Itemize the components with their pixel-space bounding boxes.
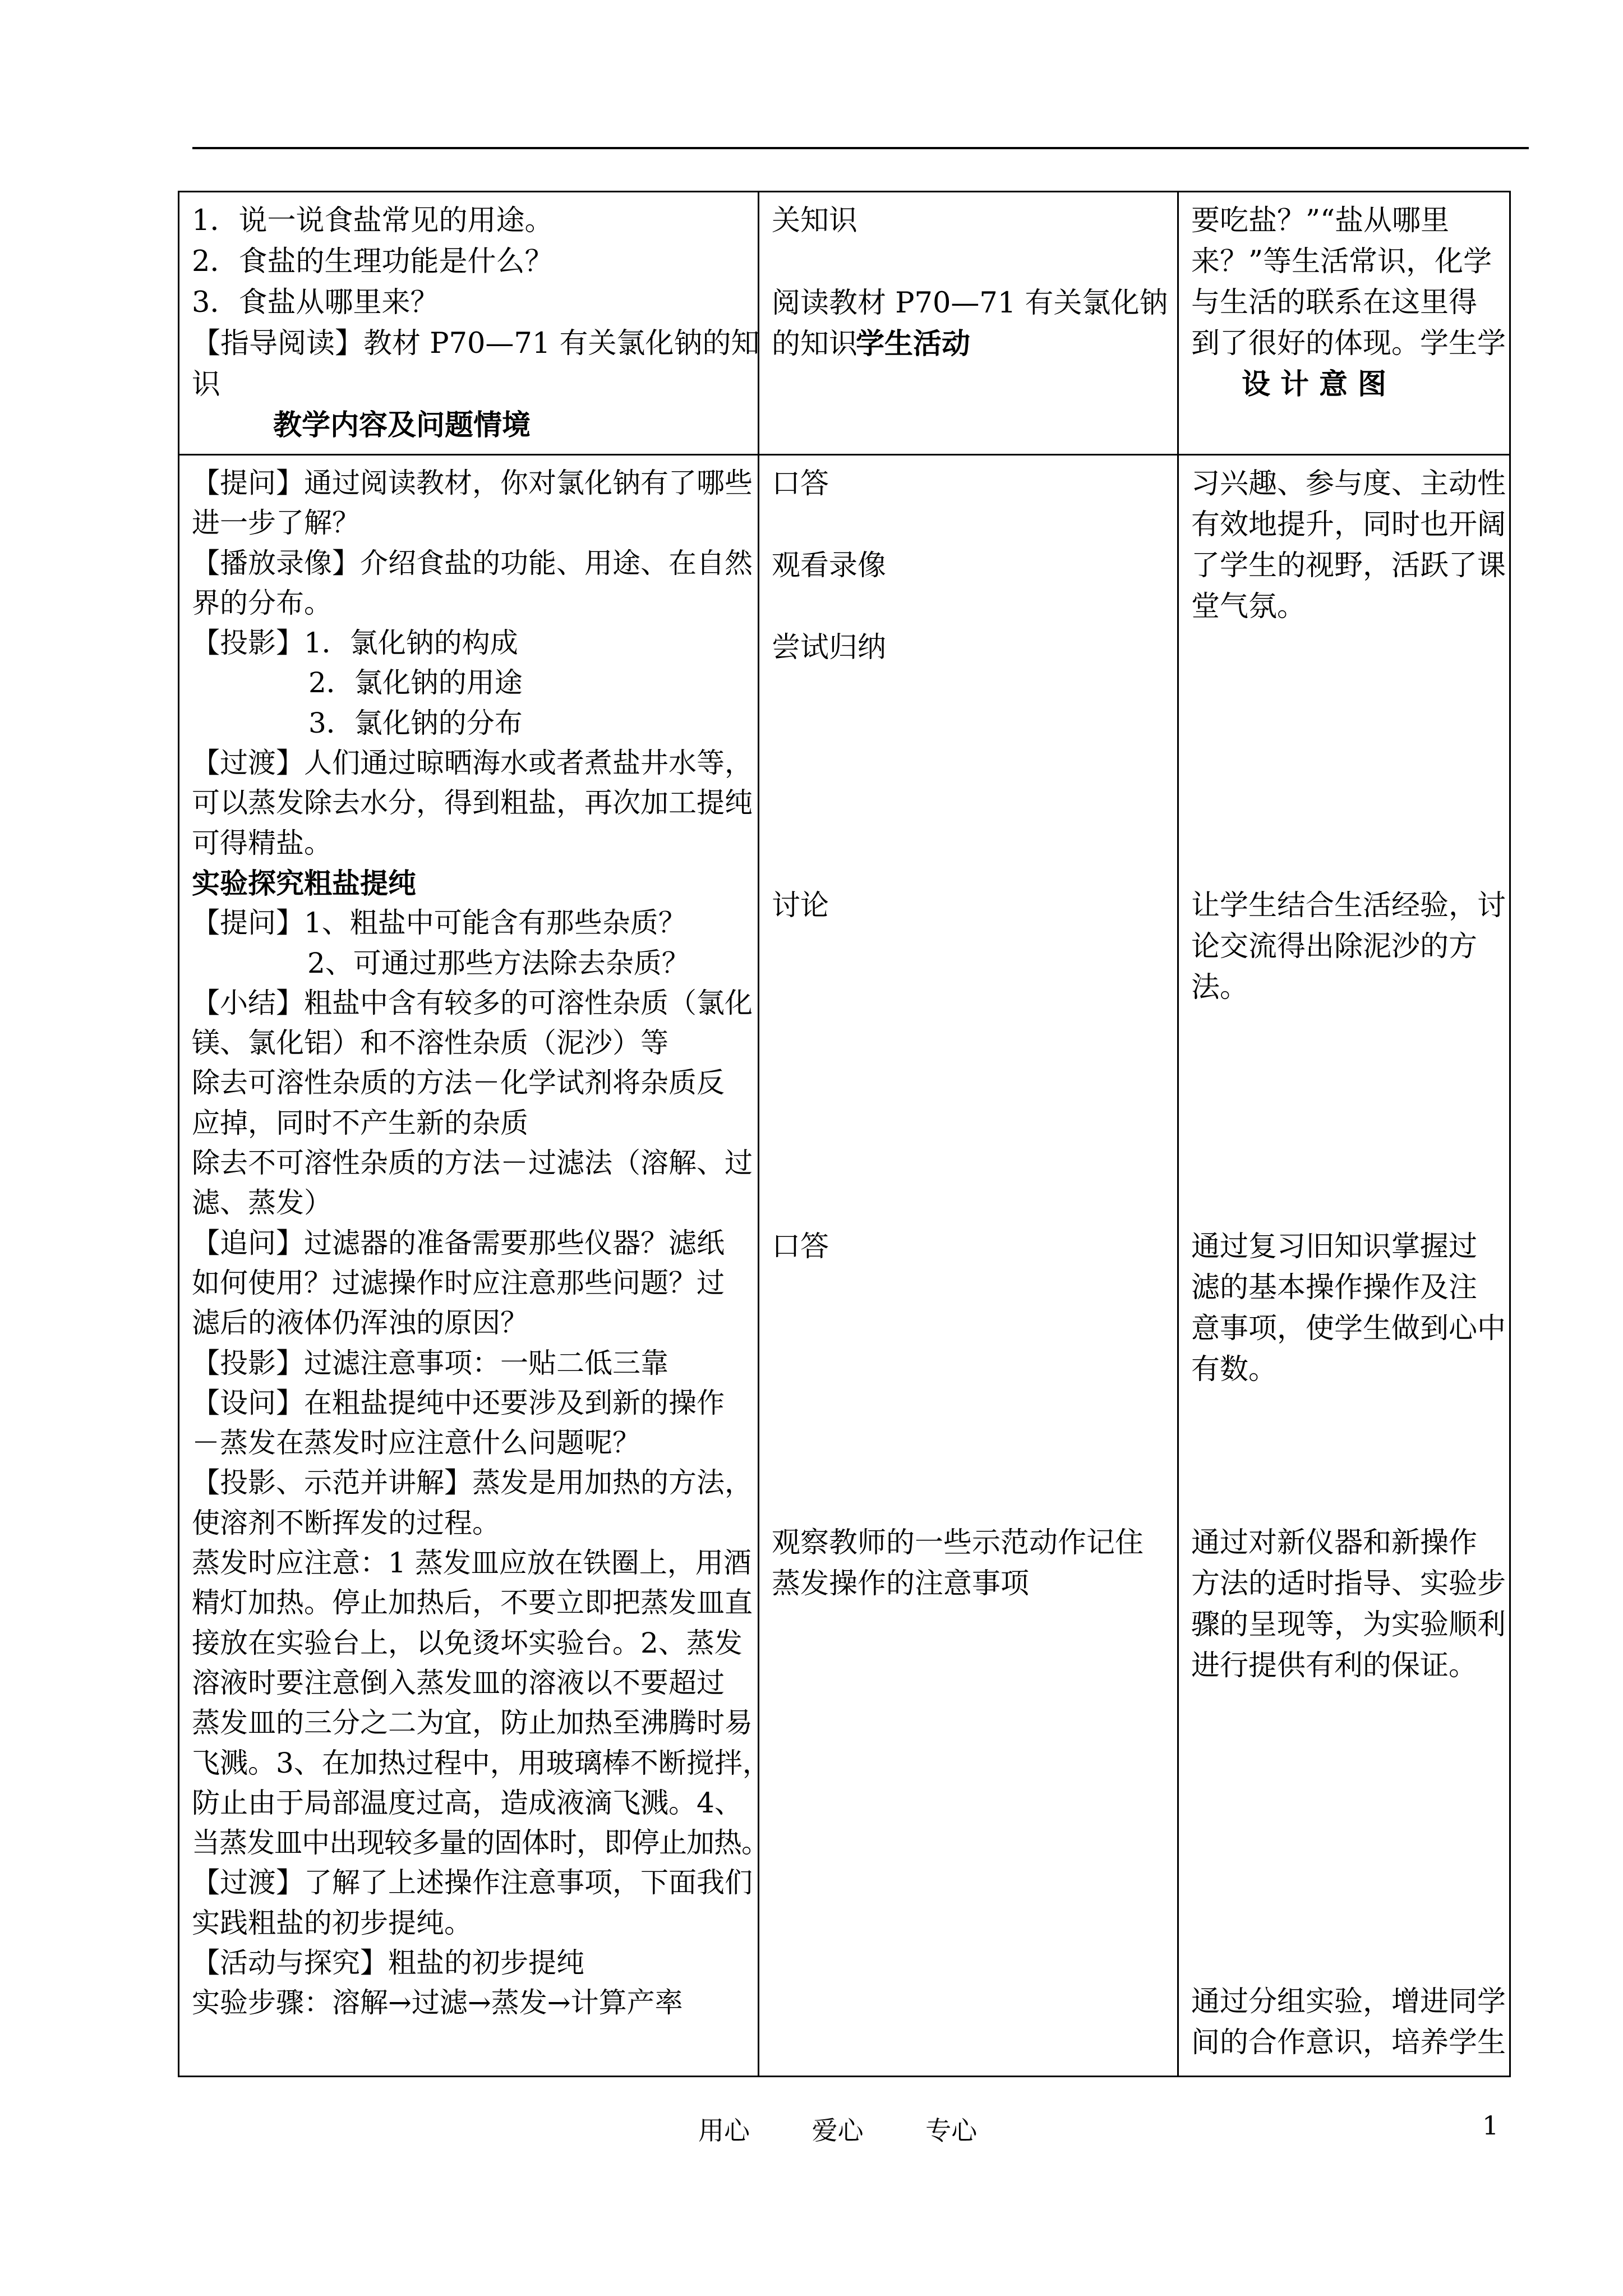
footer-item: 用心 <box>698 2115 750 2146</box>
page-number: 1 <box>1482 2110 1499 2141</box>
text-line: 习兴趣、参与度、主动性 <box>1191 467 1506 500</box>
text-line: 除去可溶性杂质的方法－化学试剂将杂质反 <box>192 1066 725 1099</box>
text-line: 如何使用？过滤操作时应注意那些问题？过 <box>192 1266 725 1299</box>
text-line: －蒸发在蒸发时应注意什么问题呢？ <box>192 1427 640 1460</box>
text-line: 接放在实验台上，以免烫坏实验台。2、蒸发 <box>192 1626 743 1659</box>
text-line: 【提问】通过阅读教材，你对氯化钠有了哪些 <box>192 467 753 499</box>
text-line: 【小结】粗盐中含有较多的可溶性杂质（氯化 <box>192 986 753 1019</box>
text-line: 间的合作意识，培养学生 <box>1191 2026 1506 2059</box>
footer-item: 爱心 <box>811 2115 864 2146</box>
text-line: 【投影、示范并讲解】蒸发是用加热的方法， <box>192 1466 753 1499</box>
text-line: 通过复习旧知识掌握过 <box>1191 1230 1478 1263</box>
text-line: 意事项，使学生做到心中 <box>1191 1312 1506 1345</box>
text-line: 2．氯化钠的用途 <box>308 666 523 700</box>
activity-text: 口答 <box>772 467 829 500</box>
text-line: 了学生的视野，活跃了课 <box>1191 549 1506 582</box>
text-line: 当蒸发皿中出现较多量的固体时，即停止加热。 <box>192 1826 769 1860</box>
header-rule <box>192 147 1529 149</box>
text-line: 进一步了解？ <box>192 507 360 540</box>
cell-design <box>1178 192 1510 455</box>
section-heading: 实验探究粗盐提纯 <box>192 866 416 900</box>
footer-item: 专心 <box>925 2115 978 2146</box>
text-line: 【投影】过滤注意事项：一贴二低三靠 <box>192 1346 668 1379</box>
text-line: 堂气氛。 <box>1191 590 1306 623</box>
text-line: 3．食盐从哪里来？ <box>192 286 439 319</box>
text-line: 溶液时要注意倒入蒸发皿的溶液以不要超过 <box>192 1666 725 1699</box>
text-line: 应掉，同时不产生新的杂质 <box>192 1106 528 1139</box>
text-line: 【活动与探究】粗盐的初步提纯 <box>192 1946 584 1979</box>
column-header-activity: 学生活动 <box>856 327 971 361</box>
text-line: 2、可通过那些方法除去杂质？ <box>307 946 690 979</box>
text-line: 【提问】1、粗盐中可能含有那些杂质？ <box>192 907 686 940</box>
table-row <box>179 192 1510 455</box>
column-header-content: 教学内容及问题情境 <box>273 408 531 442</box>
text-line: 【过渡】了解了上述操作注意事项，下面我们 <box>192 1866 753 1899</box>
text-line: 通过对新仪器和新操作 <box>1191 1526 1478 1559</box>
design-note <box>1191 1522 1506 1686</box>
text-line: 镁、氯化铝）和不溶性杂质（泥沙）等 <box>192 1027 668 1060</box>
activity-text: 口答 <box>772 1230 829 1263</box>
cell-activity <box>759 192 1178 455</box>
text-line: 通过分组实验，增进同学 <box>1191 1985 1506 2018</box>
cell-design <box>1178 455 1510 2077</box>
text-line: 【指导阅读】教材 P70—71 有关氯化钠的知 <box>192 327 760 360</box>
text-line: 让学生结合生活经验，讨 <box>1191 889 1506 922</box>
text-line: 识 <box>192 368 221 401</box>
text-line: 来？”等生活常识，化学 <box>1191 245 1492 278</box>
text-line: 2．食盐的生理功能是什么？ <box>192 245 554 278</box>
design-note <box>1191 885 1506 1008</box>
text-line: 界的分布。 <box>192 586 332 619</box>
activity-text: 讨论 <box>772 889 829 922</box>
text-line: 飞溅。3、在加热过程中，用玻璃棒不断搅拌， <box>192 1746 771 1779</box>
text-line: 3．氯化钠的分布 <box>308 706 523 739</box>
text-line: 进行提供有利的保证。 <box>1191 1649 1478 1682</box>
design-note <box>1191 463 1506 627</box>
text-line: 【追问】过滤器的准备需要那些仪器？滤纸 <box>192 1226 725 1259</box>
text-line: 可得精盐。 <box>192 826 332 859</box>
text-line: 有数。 <box>1191 1353 1278 1386</box>
cell-content <box>179 192 759 455</box>
text-line: 实践粗盐的初步提纯。 <box>192 1906 472 1939</box>
text-line: 除去不可溶性杂质的方法－过滤法（溶解、过 <box>192 1147 753 1180</box>
text-line: 蒸发皿的三分之二为宜，防止加热至沸腾时易 <box>192 1706 753 1740</box>
lesson-plan-table <box>178 191 1511 2077</box>
text-line: 要吃盐？”“盐从哪里 <box>1191 204 1450 237</box>
text-line: 阅读教材 P70—71 有关氯化钠 <box>772 287 1168 320</box>
text-line: 滤、蒸发） <box>192 1186 332 1220</box>
design-note <box>1191 1981 1506 2063</box>
text-line: 【过渡】人们通过晾晒海水或者煮盐井水等， <box>192 747 753 780</box>
text-line: 【设问】在粗盐提纯中还要涉及到新的操作 <box>192 1386 725 1419</box>
activity-text: 观察教师的一些示范动作记住 <box>772 1526 1144 1559</box>
text-line: 与生活的联系在这里得 <box>1191 286 1478 319</box>
table-row <box>179 455 1510 2077</box>
text-line: 精灯加热。停止加热后，不要立即把蒸发皿直 <box>192 1586 753 1619</box>
activity-text: 蒸发操作的注意事项 <box>772 1567 1030 1600</box>
text-line: 论交流得出除泥沙的方 <box>1191 930 1478 963</box>
text-line: 可以蒸发除去水分，得到粗盐，再次加工提纯 <box>192 786 753 820</box>
text-line: 有效地提升，同时也开阔 <box>1191 508 1506 541</box>
cell-content <box>179 455 771 2077</box>
text-line: 1．说一说食盐常见的用途。 <box>192 204 554 237</box>
footer-motto <box>698 2110 1031 2147</box>
text-line: 实验步骤：溶解→过滤→蒸发→计算产率 <box>192 1986 683 2019</box>
text-line: 蒸发时应注意：1 蒸发皿应放在铁圈上，用酒 <box>192 1547 751 1580</box>
text-line: 滤的基本操作操作及注 <box>1191 1271 1478 1304</box>
activity-text: 观看录像 <box>772 549 887 582</box>
activity-text: 尝试归纳 <box>772 631 887 664</box>
text-line: 法。 <box>1191 971 1249 1004</box>
text-line: 骤的呈现等，为实验顺利 <box>1191 1608 1506 1641</box>
design-note <box>1191 1226 1506 1390</box>
text-line: 防止由于局部温度过高，造成液滴飞溅。4、 <box>192 1786 743 1819</box>
text-line: 使溶剂不断挥发的过程。 <box>192 1506 500 1539</box>
text-line: 滤后的液体仍浑浊的原因？ <box>192 1306 528 1340</box>
text-line: 关知识 <box>772 204 858 237</box>
text-line: 【投影】1．氯化钠的构成 <box>192 627 518 660</box>
cell-activity <box>759 455 1178 2077</box>
text-line: 方法的适时指导、实验步 <box>1191 1567 1506 1600</box>
text-line: 的知识 <box>772 328 858 361</box>
text-line: 【播放录像】介绍食盐的功能、用途、在自然 <box>192 546 753 579</box>
column-header-design: 设计意图 <box>1242 367 1397 401</box>
text-line: 到了很好的体现。学生学 <box>1191 327 1506 360</box>
